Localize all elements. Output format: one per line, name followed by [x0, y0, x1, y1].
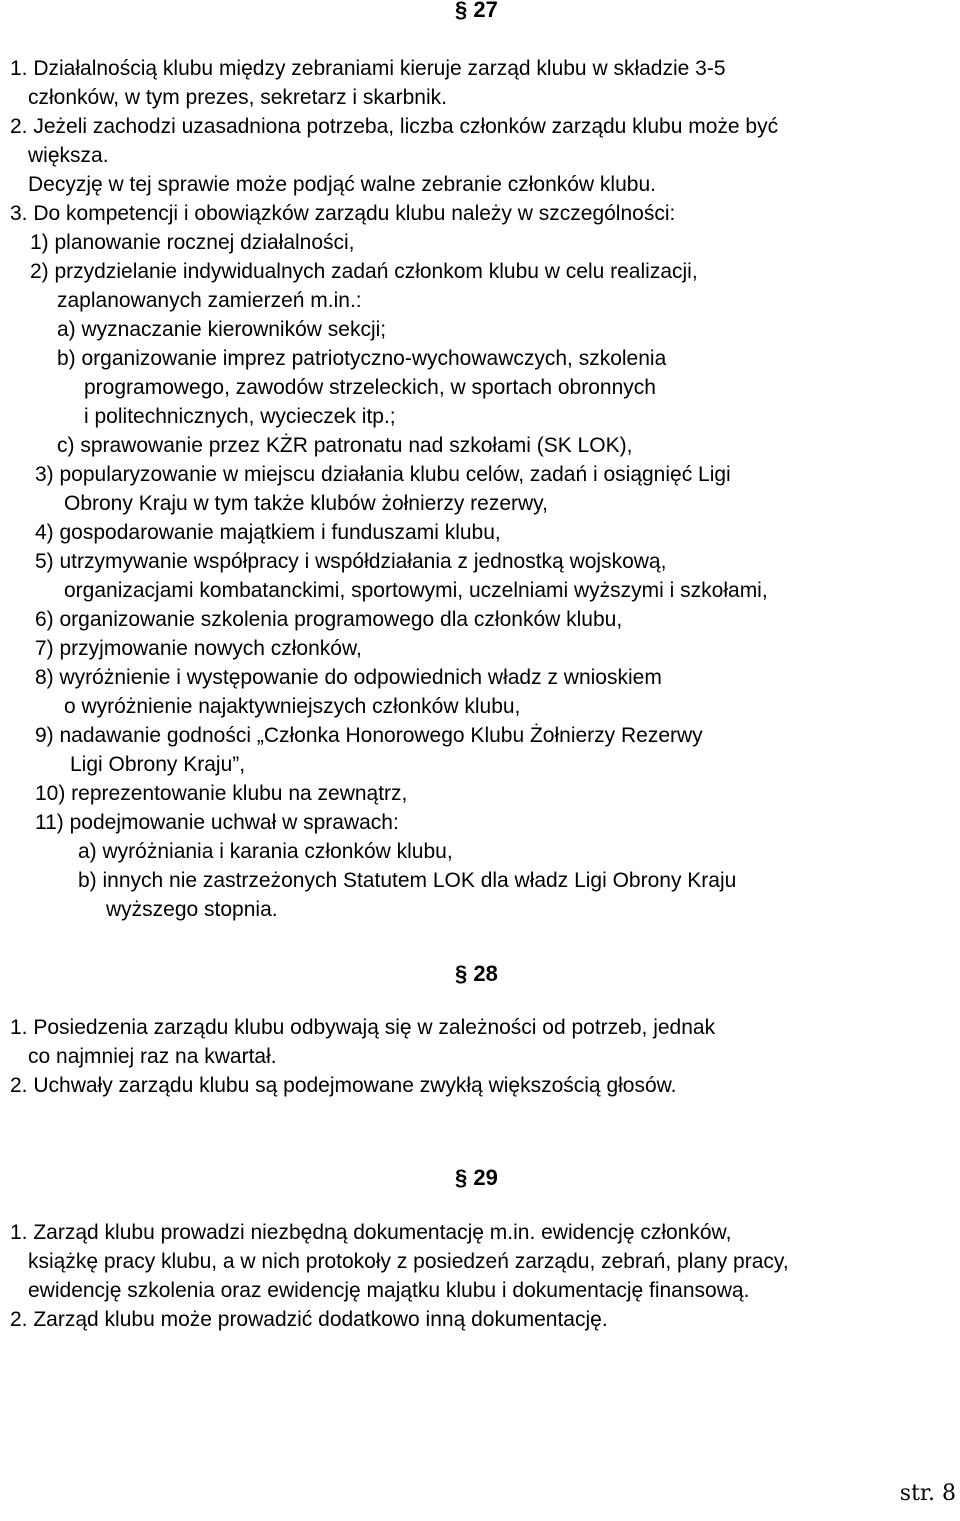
- section-27-heading: § 27: [455, 0, 498, 22]
- text-line: 2) przydzielanie indywidualnych zadań członkom klubu w celu realizacji,: [30, 260, 698, 283]
- text-line: 1. Działalnością klubu między zebraniami kieruje zarząd klubu w składzie 3-5: [10, 57, 726, 80]
- text-line: 2. Uchwały zarządu klubu są podejmowane zwykłą większością głosów.: [10, 1074, 677, 1097]
- text-line: 1. Zarząd klubu prowadzi niezbędną dokumentację m.in. ewidencję członków,: [10, 1221, 732, 1244]
- text-line: 3) popularyzowanie w miejscu działania klubu celów, zadań i osiągnięć Ligi: [35, 463, 731, 486]
- text-line: 3. Do kompetencji i obowiązków zarządu klubu należy w szczególności:: [10, 202, 676, 225]
- text-line: b) innych nie zastrzeżonych Statutem LOK dla władz Ligi Obrony Kraju: [78, 869, 737, 892]
- text-line: 4) gospodarowanie majątkiem i funduszami klubu,: [35, 521, 501, 544]
- text-line: 6) organizowanie szkolenia programowego dla członków klubu,: [35, 608, 623, 631]
- text-line: wyższego stopnia.: [106, 898, 278, 921]
- text-line: Obrony Kraju w tym także klubów żołnierzy rezerwy,: [64, 492, 548, 515]
- section-28-heading: § 28: [455, 961, 498, 986]
- text-line: książkę pracy klubu, a w nich protokoły z posiedzeń zarządu, zebrań, plany pracy,: [28, 1250, 789, 1273]
- text-line: 9) nadawanie godności „Członka Honorowego Klubu Żołnierzy Rezerwy: [35, 724, 703, 747]
- section-29-heading: § 29: [455, 1165, 498, 1190]
- text-line: 2. Jeżeli zachodzi uzasadniona potrzeba, liczba członków zarządu klubu może być: [10, 115, 779, 138]
- text-line: organizacjami kombatanckimi, sportowymi, uczelniami wyższymi i szkołami,: [64, 579, 768, 602]
- text-line: Decyzję w tej sprawie może podjąć walne zebranie członków klubu.: [28, 173, 656, 196]
- text-line: członków, w tym prezes, sekretarz i skarbnik.: [28, 86, 447, 109]
- text-line: 5) utrzymywanie współpracy i współdziałania z jednostką wojskową,: [35, 550, 667, 573]
- text-line: 1) planowanie rocznej działalności,: [30, 231, 355, 254]
- text-line: 10) reprezentowanie klubu na zewnątrz,: [35, 782, 408, 805]
- text-line: większa.: [28, 144, 109, 167]
- text-line: 1. Posiedzenia zarządu klubu odbywają się w zależności od potrzeb, jednak: [10, 1016, 716, 1039]
- text-line: 2. Zarząd klubu może prowadzić dodatkowo inną dokumentację.: [10, 1308, 608, 1331]
- text-line: 8) wyróżnienie i występowanie do odpowiednich władz z wnioskiem: [35, 666, 662, 689]
- text-line: b) organizowanie imprez patriotyczno-wychowawczych, szkolenia: [57, 347, 667, 370]
- text-line: a) wyróżniania i karania członków klubu,: [78, 840, 453, 863]
- text-line: programowego, zawodów strzeleckich, w sportach obronnych: [84, 376, 656, 399]
- text-line: 7) przyjmowanie nowych członków,: [35, 637, 362, 660]
- text-line: o wyróżnienie najaktywniejszych członków klubu,: [64, 695, 521, 718]
- text-line: ewidencję szkolenia oraz ewidencję majątku klubu i dokumentację finansową.: [28, 1279, 750, 1302]
- text-line: 11) podejmowanie uchwał w sprawach:: [35, 811, 399, 834]
- text-line: a) wyznaczanie kierowników sekcji;: [57, 318, 387, 341]
- text-line: zaplanowanych zamierzeń m.in.:: [57, 289, 362, 312]
- text-line: c) sprawowanie przez KŻR patronatu nad szkołami (SK LOK),: [57, 434, 633, 457]
- page-number: str. 8: [899, 1481, 956, 1506]
- text-line: i politechnicznych, wycieczek itp.;: [84, 405, 396, 428]
- text-line: Ligi Obrony Kraju”,: [70, 753, 246, 776]
- text-line: co najmniej raz na kwartał.: [28, 1045, 277, 1068]
